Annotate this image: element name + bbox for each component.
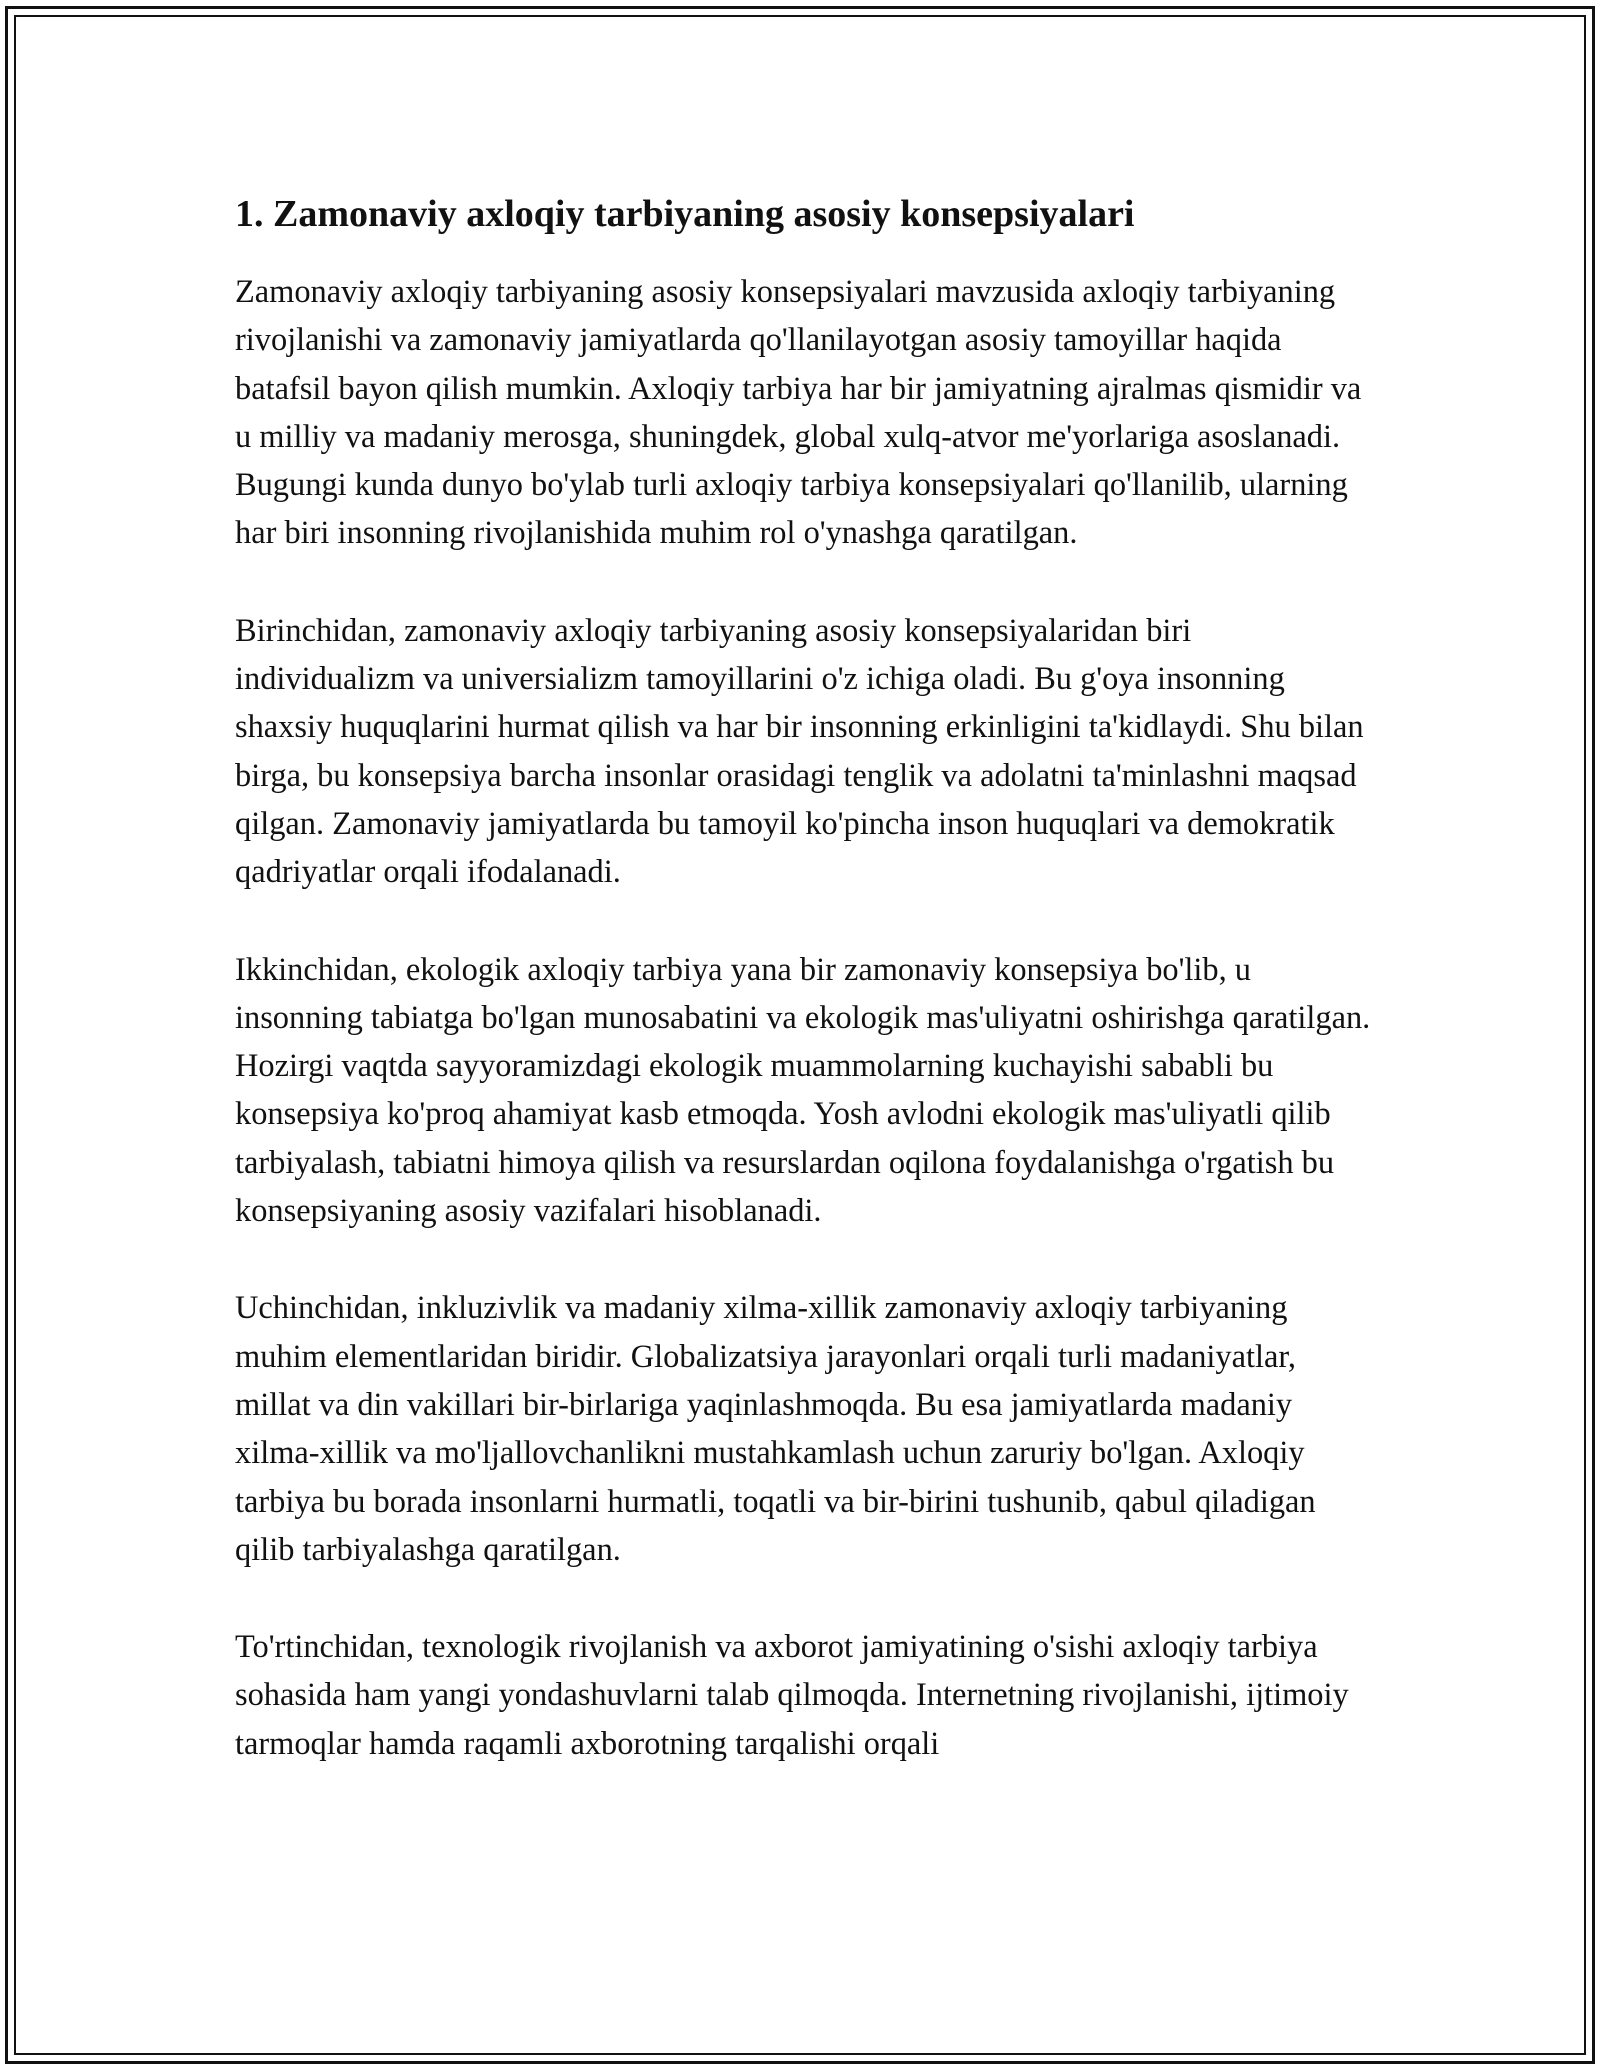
paragraph-first: Birinchidan, zamonaviy axloqiy tarbiyaning asosiy konsepsiyalaridan biri individualizm va universializm tamoyillarini o'z ichiga oladi. Bu g'oya insonning shaxsiy huquqlarini hurmat qilish va har bir insonning erkinligini ta'kidlaydi. Shu bilan birga, bu konsepsiya barcha insonlar orasidagi tenglik va adolatni ta'minlashni maqsad qilgan. Zamonaviy jamiyatlarda bu tamoyil ko'pincha inson huquqlari va demokratik qadriyatlar orqali ifodalanadi.: [235, 612, 1364, 891]
paragraph-intro: Zamonaviy axloqiy tarbiyaning asosiy konsepsiyalari mavzusida axloqiy tarbiyaning rivojlanishi va zamonaviy jamiyatlarda qo'llanilayotgan asosiy tamoyillar haqida batafsil bayon qilish mumkin. Axloqiy tarbiya har bir jamiyatning ajralmas qismidir va u milliy va madaniy merosga, shuningdek, global xulq-atvor me'yorlariga asoslanadi. Bugungi kunda dunyo bo'ylab turli axloqiy tarbiya konsepsiyalari qo'llanilib, ularning har biri insonning rivojlanishida muhim rol o'ynashga qaratilgan.: [235, 274, 1362, 552]
section-heading: 1. Zamonaviy axloqiy tarbiyaning asosiy konsepsiyalari: [235, 193, 1135, 235]
paragraph-fourth: To'rtinchidan, texnologik rivojlanish va axborot jamiyatining o'sishi axloqiy tarbiya sohasida ham yangi yondashuvlarni talab qilmoqda. Internetning rivojlanishi, ijtimoiy tarmoqlar hamda raqamli axborotning tarqalishi orqali: [235, 1629, 1349, 1762]
paragraph-third: Uchinchidan, inkluzivlik va madaniy xilma-xillik zamonaviy axloqiy tarbiyaning muhim elementlaridan biridir. Globalizatsiya jarayonlari orqali turli madaniyatlar, millat va din vakillari bir-birlariga yaqinlashmoqda. Bu esa jamiyatlarda madaniy xilma-xillik va mo'ljallovchanlikni mustahkamlash uchun zaruriy bo'lgan. Axloqiy tarbiya bu borada insonlarni hurmatli, toqatli va bir-birini tushunib, qabul qiladigan qilib tarbiyalashga qaratilgan.: [235, 1290, 1316, 1568]
document-content: [235, 186, 1375, 1768]
paragraph-second: Ikkinchidan, ekologik axloqiy tarbiya yana bir zamonaviy konsepsiya bo'lib, u insonning tabiatga bo'lgan munosabatini va ekologik mas'uliyatni oshirishga qaratilgan. Hozirgi vaqtda sayyoramizdagi ekologik muammolarning kuchayishi sababli bu konsepsiya ko'proq ahamiyat kasb etmoqda. Yosh avlodni ekologik mas'uliyatli qilib tarbiyalash, tabiatni himoya qilish va resurslardan oqilona foydalanishga o'rgatish bu konsepsiyaning asosiy vazifalari hisoblanadi.: [235, 951, 1371, 1230]
